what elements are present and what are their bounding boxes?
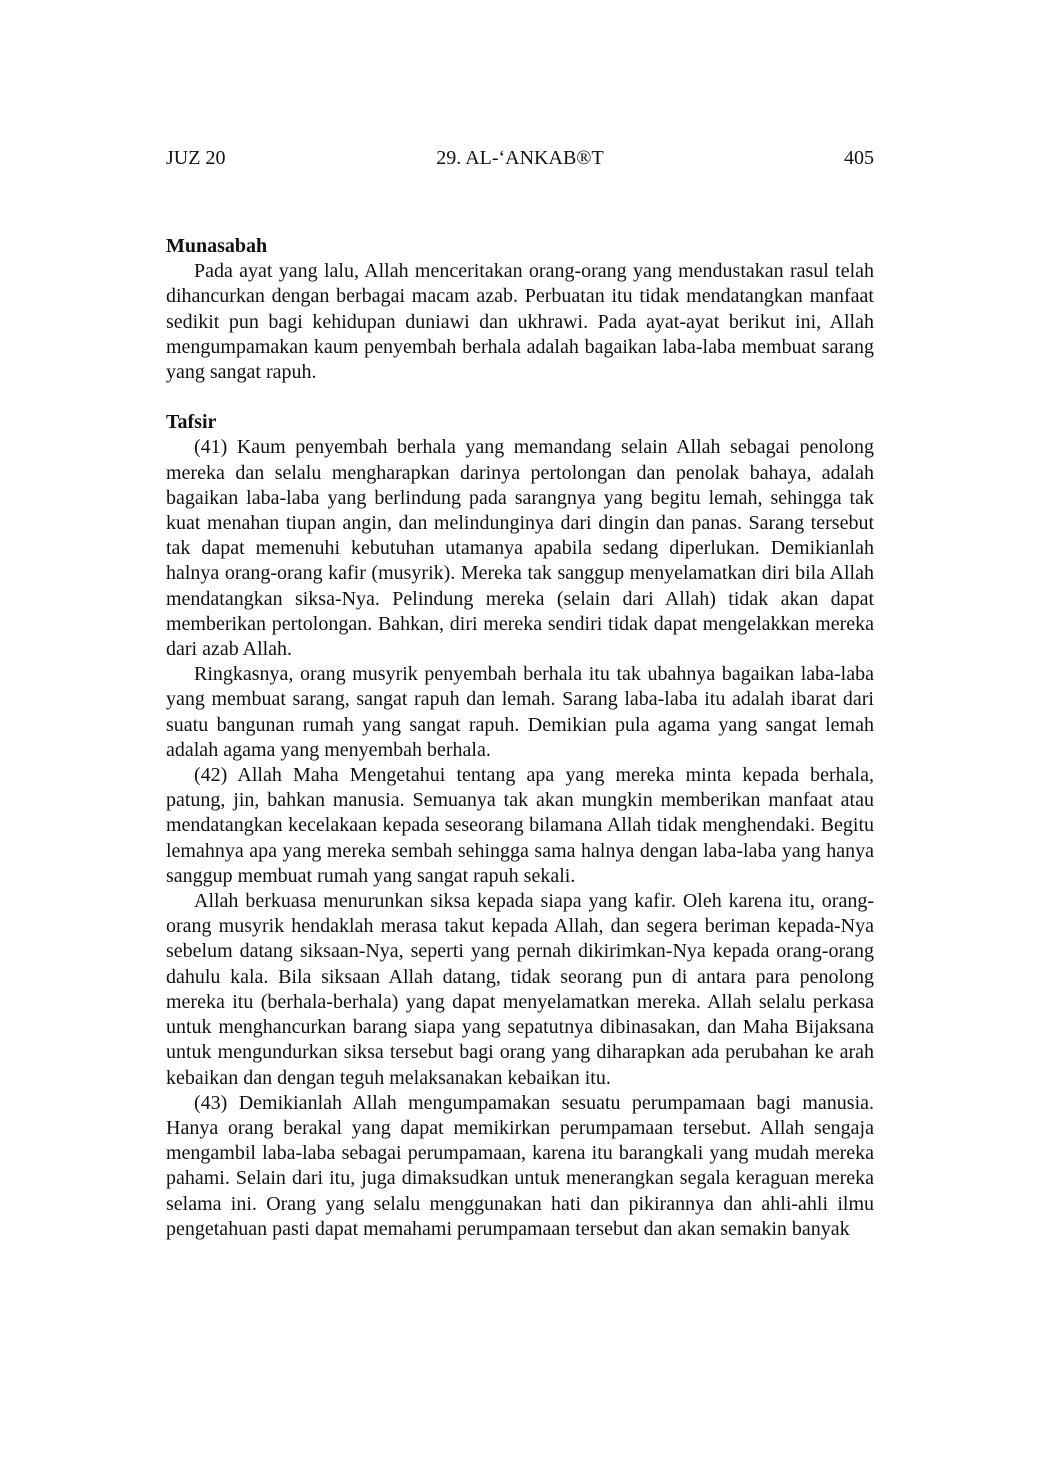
tafsir-heading: Tafsir (166, 411, 217, 434)
munasabah-paragraph: Pada ayat yang lalu, Allah menceritakan orang-orang yang mendustakan rasul telah dihancurkan dengan berbagai macam azab. Perbuatan itu tidak mendatangkan manfaat sedikit pun bagi kehidupan duniawi dan ukhrawi. Pada ayat-ayat berikut ini, Allah mengumpamakan kaum penyembah berhala adalah bagaikan laba-laba membuat sarang yang sangat rapuh. (166, 260, 874, 384)
juz-label: JUZ 20 (166, 147, 226, 169)
tafsir-paragraph-summary: Ringkasnya, orang musyrik penyembah berhala itu tak ubahnya bagaikan laba-laba yang membuat sarang, sangat rapuh dan lemah. Sarang laba-laba itu adalah ibarat dari suatu bangunan rumah yang sangat rapuh. Demikian pula agama yang sangat lemah adalah agama yang menyembah berhala. (166, 663, 874, 761)
section-spacer (166, 385, 874, 410)
tafsir-paragraph-42: (42) Allah Maha Mengetahui tentang apa yang mereka minta kepada berhala, patung, jin, bahkan manusia. Semuanya tak akan mungkin memberikan manfaat atau mendatangkan kecelakaan kepada seseorang bilamana Allah tidak menghendaki. Begitu lemahnya apa yang mereka sembah sehingga sama halnya dengan laba-laba yang hanya sanggup membuat rumah yang sangat rapuh sekali. (166, 764, 874, 887)
tafsir-paragraph-43: (43) Demikianlah Allah mengumpamakan sesuatu perumpamaan bagi manusia. Hanya orang berakal yang dapat memikirkan perumpamaan tersebut. Allah sengaja mengambil laba-laba sebagai perumpamaan, karena itu barangkali yang mudah mereka pahami. Selain dari itu, juga dimaksudkan untuk menerangkan segala keraguan mereka selama ini. Orang yang selalu menggunakan hati dan pikirannya dan ahli-ahli ilmu pengetahuan pasti dapat memahami perumpamaan tersebut dan akan semakin banyak (166, 1091, 874, 1240)
tafsir-paragraph-punishment: Allah berkuasa menurunkan siksa kepada siapa yang kafir. Oleh karena itu, orang-orang musyrik hendaklah merasa takut kepada Allah, dan segera beriman kepada-Nya sebelum datang siksaan-Nya, seperti yang pernah dikirimkan-Nya kepada orang-orang dahulu kala. Bila siksaan Allah datang, tidak seorang pun di antara para penolong mereka itu (berhala-berhala) yang dapat menyelamatkan mereka. Allah selalu perkasa untuk menghancurkan barang siapa yang sepatutnya dibinasakan, dan Maha Bijaksana untuk mengundurkan siksa tersebut bagi orang yang diharapkan ada perubahan ke arah kebaikan dan dengan teguh melaksanakan kebaikan itu. (166, 890, 874, 1089)
page-body (166, 234, 874, 1242)
munasabah-heading: Munasabah (166, 235, 268, 257)
tafsir-paragraph-41: (41) Kaum penyembah berhala yang memandang selain Allah sebagai penolong mereka dan selalu mengharapkan darinya pertolongan dan penolak bahaya, adalah bagaikan laba-laba yang berlindung pada sarangnya yang begitu lemah, sehingga tak kuat menahan tiupan angin, dan melindunginya dari dingin dan panas. Sarang tersebut tak dapat memenuhi kebutuhan utamanya apabila sedang diperlukan. Demikianlah halnya orang-orang kafir (musyrik). Mereka tak sanggup menyelamatkan diri bila Allah mendatangkan siksa-Nya. Pelindung mereka (selain dari Allah) tidak akan dapat memberikan pertolongan. Bahkan, diri mereka sendiri tidak dapat mengelakkan mereka dari azab Allah. (166, 436, 874, 661)
page-number: 405 (844, 147, 874, 169)
surah-title: 29. AL-‘ANKAB®T (436, 147, 604, 169)
running-header (166, 144, 874, 172)
